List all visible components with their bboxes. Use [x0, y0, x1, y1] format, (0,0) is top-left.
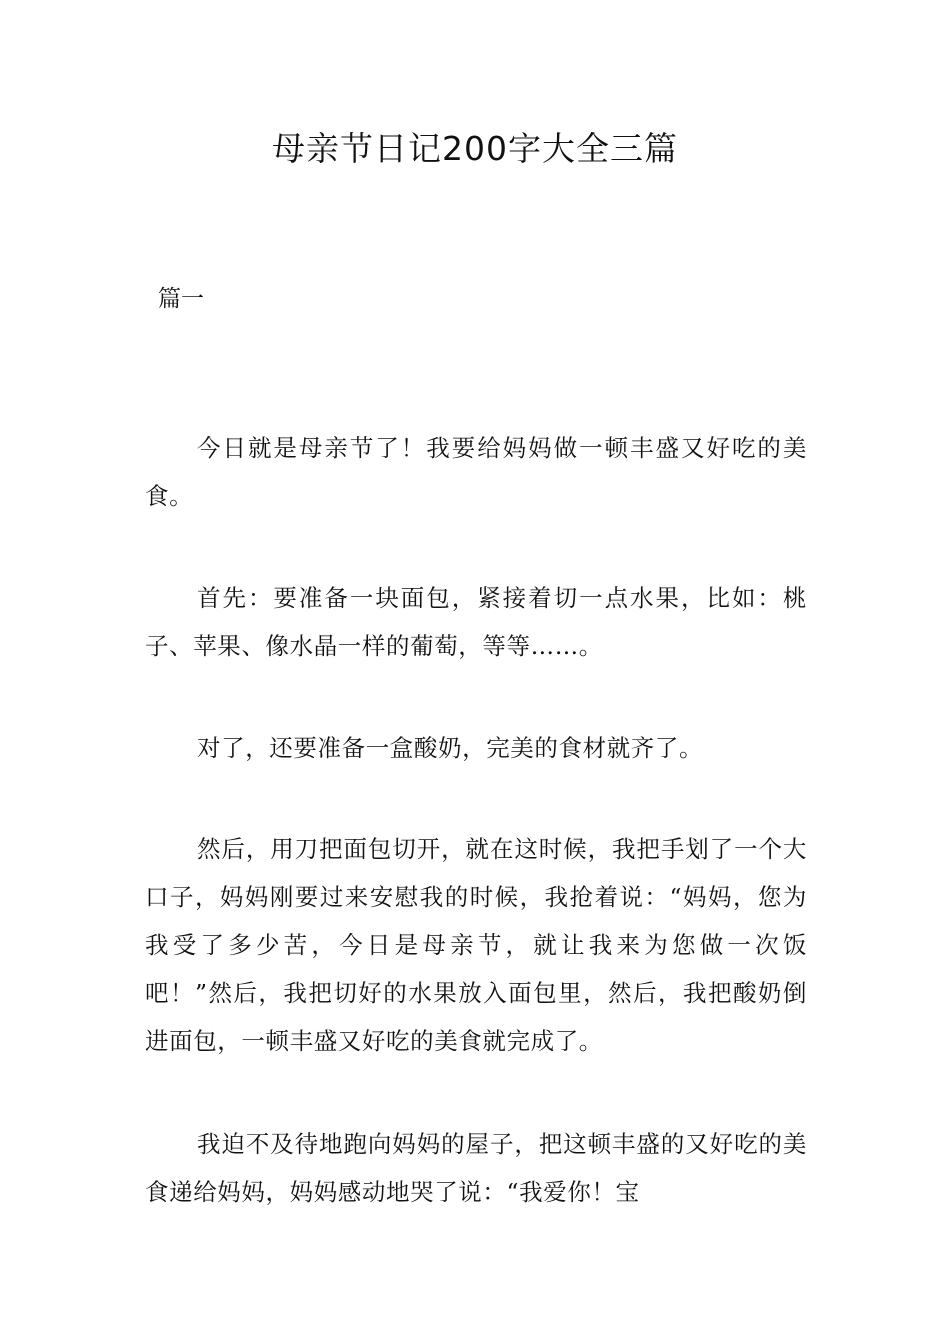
paragraph-2: 首先：要准备一块面包，紧接着切一点水果，比如：桃子、苹果、像水晶一样的葡萄，等等……。 — [145, 584, 807, 660]
paragraph-3: 对了，还要准备一盒酸奶，完美的食材就齐了。 — [197, 734, 704, 762]
paragraph-1: 今日就是母亲节了！我要给妈妈做一顿丰盛又好吃的美食。 — [145, 434, 807, 510]
paragraph-5: 我迫不及待地跑向妈妈的屋子，把这顿丰盛的又好吃的美食递给妈妈，妈妈感动地哭了说：“我爱你！宝 — [145, 1130, 807, 1206]
section-heading: 篇一 — [158, 286, 204, 312]
paragraph-4: 然后，用刀把面包切开，就在这时候，我把手划了一个大口子，妈妈刚要过来安慰我的时候，我抢着说：“妈妈，您为我受了多少苦，今日是母亲节，就让我来为您做一次饭吧！”然后，我把切好的水果放入面包里，然后，我把酸奶倒进面包，一顿丰盛又好吃的美食就完成了。 — [145, 835, 807, 1055]
document-title: 母亲节日记200字大全三篇 — [272, 129, 678, 168]
